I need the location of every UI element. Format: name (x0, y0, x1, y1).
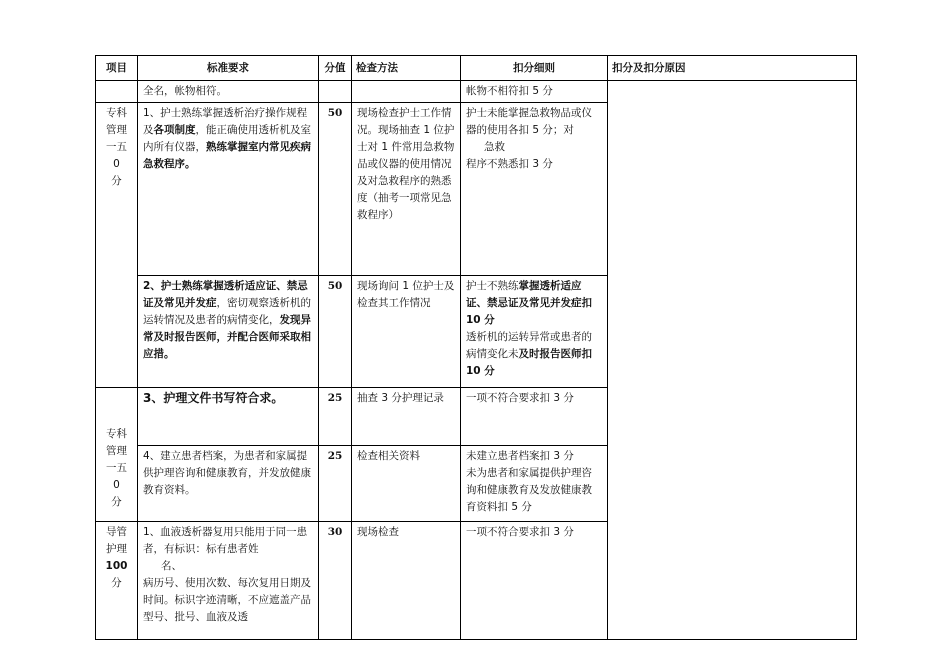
score-cell: 50 (319, 103, 352, 276)
deduction-text-bold: 及时报告医师扣 10 分 (466, 348, 592, 377)
item-label: 分 (111, 496, 122, 508)
method-cell: 抽查 3 分护理记录 (352, 388, 461, 446)
header-item: 项目 (96, 56, 138, 81)
method-cell: 现场检查 (352, 522, 461, 640)
deduction-cell: 一项不符合要求扣 3 分 (461, 388, 608, 446)
score-cell: 30 (319, 522, 352, 640)
standard-text: 1、护士熟练掌握透析治疗操作规程及 (143, 107, 308, 136)
item-label: 护理 (106, 543, 127, 555)
standard-text-bold: 2、护士熟练掌握透析适应证、禁忌证及常见并发症 (143, 280, 308, 309)
deduction-cell (461, 276, 608, 388)
item-label: 管理 (106, 445, 127, 457)
item-specialty-cell (96, 103, 138, 388)
item-label: 管理 (106, 124, 127, 136)
deduction-cell (461, 446, 608, 522)
score-cell: 25 (319, 388, 352, 446)
standard-cell: 全名，帐物相符。 (138, 81, 319, 103)
standard-text: 1、血液透析器复用只能用于同一患者，有标识：标有患者姓 (143, 526, 308, 555)
standard-text: ，能正确使用透析机及室内所有仪器， (143, 124, 311, 153)
deduction-text: 透析机的运转异常或患者的病情变化未 (466, 331, 592, 360)
header-row (96, 56, 857, 81)
item-label: 一五 0 (106, 141, 127, 170)
header-reason: 扣分及扣分原因 (608, 56, 857, 81)
deduction-cell (461, 103, 608, 276)
item-label: 分 (111, 577, 122, 589)
standard-text-bold: 发现异常及时报告医师，并配合医师采取相应措。 (143, 314, 311, 360)
deduction-text: 护士不熟练 (466, 280, 519, 292)
standard-text: ，密切观察透析机的运转情况及患者的病情变化， (143, 297, 311, 326)
method-cell: 现场询问 1 位护士及检查其工作情况 (352, 276, 461, 388)
standard-text-bold: 熟练掌握室内常见疾病急救程序。 (143, 141, 311, 170)
standard-cell: 4、建立患者档案，为患者和家属提供护理咨询和健康教育，并发放健康教育资料。 (138, 446, 319, 522)
item-label: 导管 (106, 526, 127, 538)
deduction-text: 急救 (484, 141, 505, 153)
header-score: 分值 (319, 56, 352, 81)
standard-cell (138, 522, 319, 640)
deduction-text: 程序不熟悉扣 3 分 (466, 158, 553, 170)
item-label: 一五 0 (106, 462, 127, 491)
item-cell-empty (96, 81, 138, 103)
inspection-table (95, 55, 857, 640)
method-cell: 检查相关资料 (352, 446, 461, 522)
score-cell: 25 (319, 446, 352, 522)
standard-cell (138, 276, 319, 388)
item-spacer (101, 390, 132, 426)
standard-text: 病历号、使用次数、每次复用日期及时间。标识字迹清晰，不应遮盖产品型号、批号、血液及透 (143, 577, 311, 623)
standard-text: 名、 (161, 560, 182, 572)
standard-cell (138, 388, 319, 446)
item-label: 专科 (106, 107, 127, 119)
deduction-text-bold: 掌握透析适应证、禁忌证及常见并发症扣 10 分 (466, 280, 592, 326)
method-cell (352, 81, 461, 103)
header-method: 检查方法 (352, 56, 461, 81)
score-cell (319, 81, 352, 103)
header-deduction: 扣分细则 (461, 56, 608, 81)
deduction-cell: 帐物不相符扣 5 分 (461, 81, 608, 103)
standard-cell (138, 103, 319, 276)
standard-text-bold: 各项制度 (153, 124, 196, 136)
item-specialty-cell-2 (96, 388, 138, 522)
reason-cell (608, 81, 857, 640)
item-label: 专科 (106, 428, 127, 440)
item-label: 分 (111, 175, 122, 187)
deduction-text: 未为患者和家属提供护理咨询和健康教育及发放健康教育资料扣 5 分 (466, 467, 592, 513)
standard-text-bold: 3、护理文件书写符合求。 (143, 391, 284, 405)
header-standard: 标准要求 (138, 56, 319, 81)
deduction-text: 未建立患者档案扣 3 分 (466, 450, 574, 462)
item-catheter-cell (96, 522, 138, 640)
table-row (96, 81, 857, 103)
deduction-text: 护士未能掌握急救物品或仪器的使用各扣 5 分；对 (466, 107, 592, 136)
score-cell: 50 (319, 276, 352, 388)
method-cell: 现场检查护士工作情况。现场抽查 1 位护士对 1 件常用急救物品或仪器的使用情况及对急救程序的熟悉度（抽考一项常见急救程序） (352, 103, 461, 276)
deduction-cell: 一项不符合要求扣 3 分 (461, 522, 608, 640)
item-label: 100 (105, 560, 128, 572)
